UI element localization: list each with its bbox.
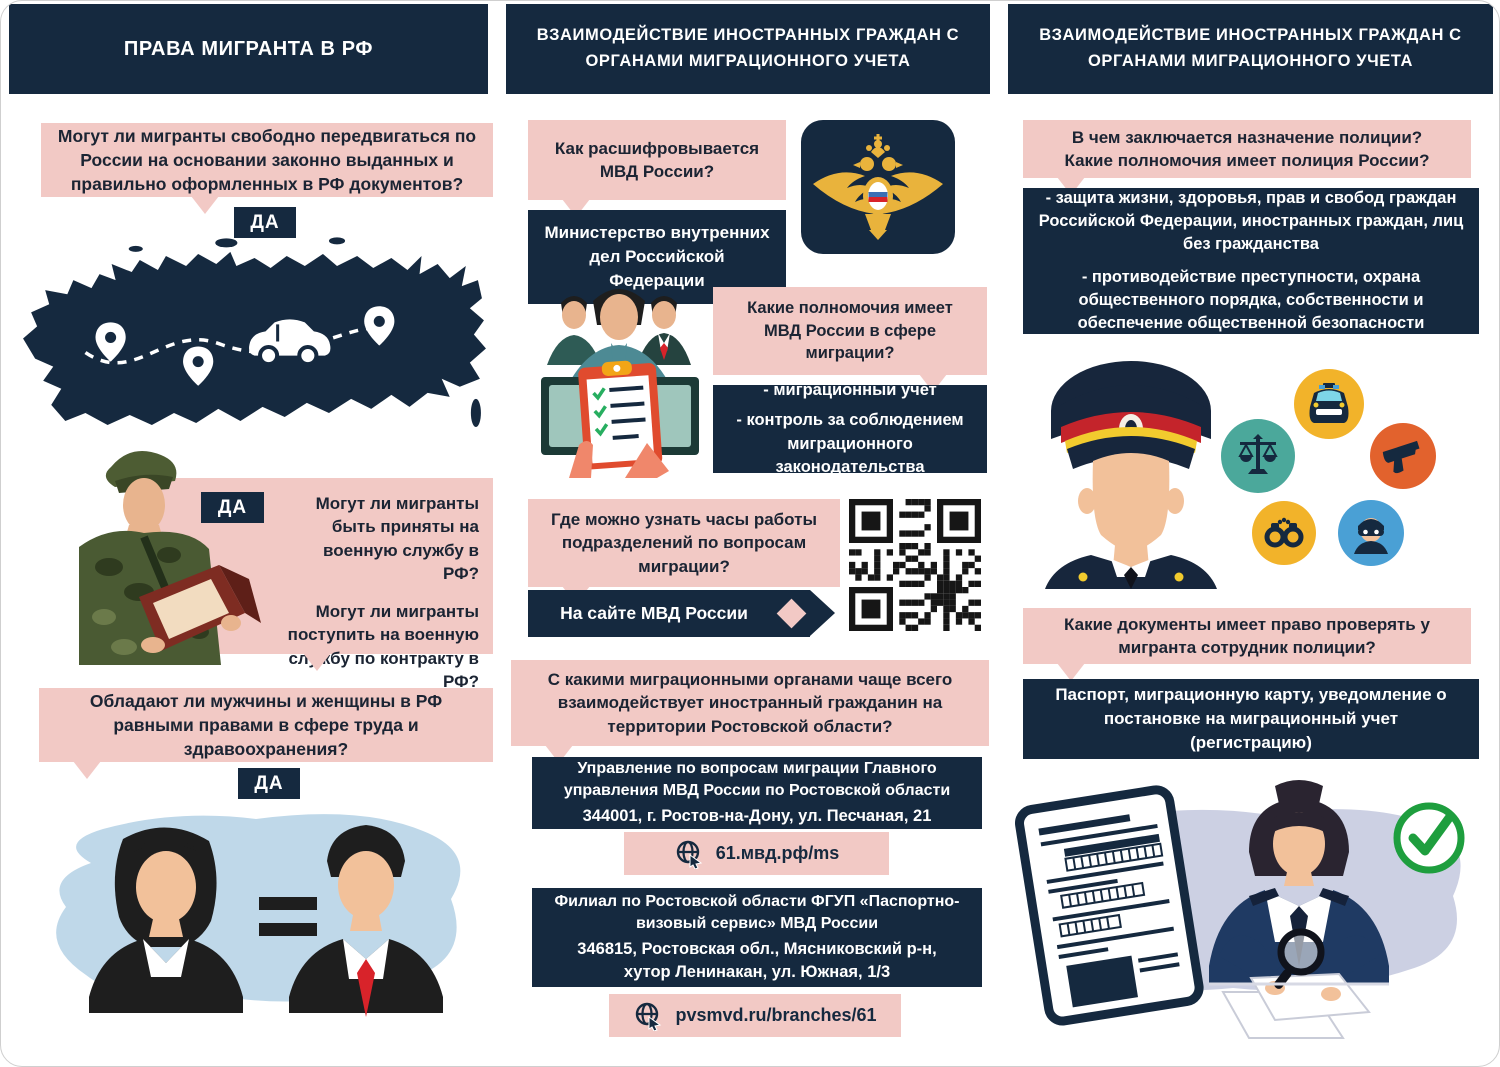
answer-police-item2: - противодействие преступности, охрана общественного порядка, собственности и обеспечение общественной безопасности — [1077, 267, 1425, 332]
handcuffs-icon — [1252, 501, 1316, 565]
mvd-site-link-banner[interactable]: На сайте МВД России — [528, 590, 810, 637]
policeman-icon — [1039, 349, 1224, 589]
left-column-header — [9, 4, 488, 94]
yes-badge-army: ДА — [201, 492, 264, 523]
globe-cursor-icon — [674, 839, 704, 869]
right-column-header — [1008, 4, 1493, 94]
question-mvd-powers: Какие полномочия имеет МВД России в сфере миграции? — [713, 287, 987, 375]
document-inspection-icon — [1013, 756, 1483, 1048]
banner-diamond — [777, 599, 807, 629]
people-clipboard-icon — [529, 273, 711, 478]
document-check-illustration — [1013, 756, 1483, 1048]
answer-powers-item2: - контроль за соблюдением миграционного законодательства — [736, 411, 964, 476]
org1-card — [532, 757, 982, 829]
answer-police-purpose — [1023, 188, 1479, 334]
answer-police-item1: - защита жизни, здоровья, прав и свобод граждан Российской Федерации, иностранных граждан, лиц без гражданства — [1038, 189, 1464, 254]
right-header-title: ВЗАИМОДЕЙСТВИЕ ИНОСТРАННЫХ ГРАЖДАН С ОРГАНАМИ МИГРАЦИОННОГО УЧЕТА — [1039, 26, 1462, 70]
question-work-hours: Где можно узнать часы работы подразделений по вопросам миграции? — [528, 499, 840, 587]
middle-header-title: ВЗАИМОДЕЙСТВИЕ ИНОСТРАННЫХ ГРАЖДАН С ОРГАНАМИ МИГРАЦИОННОГО УЧЕТА — [536, 26, 960, 70]
answer-powers-item1: - миграционный учет — [763, 381, 937, 400]
middle-column-header — [506, 4, 990, 94]
question-police-purpose: В чем заключается назначение полиции? Какие полномочия имеет полиция России? — [1023, 120, 1471, 178]
soldier-illustration — [49, 437, 264, 665]
migration-officers-illustration — [529, 273, 711, 478]
question-equal-rights: Обладают ли мужчины и женщины в РФ равными правами в сфере труда и здравоохранения? — [39, 688, 493, 762]
russia-map-icon — [15, 233, 493, 451]
question-which-bodies: С какими миграционными органами чаще всего взаимодействует иностранный гражданин на территории Ростовской области? — [511, 660, 989, 746]
answer-mvd-abbrev: Министерство внутренних дел Российской Федерации — [528, 210, 786, 304]
answer-documents-check: Паспорт, миграционную карту, уведомление о постановке на миграционный учет (регистрацию) — [1023, 679, 1479, 759]
check-mark-icon — [1397, 806, 1461, 870]
question-army-1: Могут ли мигранты быть приняты на военную службу в РФ? — [315, 494, 479, 584]
police-car-icon — [1294, 369, 1364, 439]
policeman-illustration — [1039, 349, 1224, 589]
globe-cursor-icon — [633, 1001, 663, 1031]
qr-code-icon — [849, 499, 981, 631]
org2-address: 346815, Ростовская обл., Мясниковский р-н, хутор Ленинакан, ул. Южная, 1/3 — [577, 940, 937, 982]
man-woman-equal-icon — [31, 801, 481, 1036]
mvd-eagle-icon — [799, 118, 957, 256]
question-army-2: Могут ли мигранты поступить на военную службу по контракту в РФ? — [287, 601, 479, 692]
yes-badge-equality: ДА — [238, 768, 300, 799]
yes-badge-movement: ДА — [234, 207, 296, 238]
org2-name: Филиал по Ростовской области ФГУП «Паспортно-визовый сервис» МВД России — [554, 892, 960, 932]
org1-name: Управление по вопросам миграции Главного управления МВД России по Ростовской области — [563, 760, 951, 800]
soldier-icon — [49, 437, 264, 665]
burglar-icon — [1338, 500, 1404, 566]
mvd-emblem — [799, 118, 957, 256]
russia-map-illustration — [15, 233, 493, 451]
gun-icon — [1370, 423, 1436, 489]
equals-sign — [259, 897, 317, 910]
question-documents-check: Какие документы имеет право проверять у мигранта сотрудник полиции? — [1023, 608, 1471, 664]
equality-illustration — [31, 801, 481, 1036]
org2-url-chip[interactable]: pvsmvd.ru/branches/61 — [609, 994, 901, 1037]
justice-scales-icon — [1221, 419, 1295, 493]
org2-card — [532, 888, 982, 987]
migration-card-icon — [1018, 788, 1202, 1023]
org1-address: 344001, г. Ростов-на-Дону, ул. Песчаная, 21 — [582, 806, 932, 825]
left-header-title: ПРАВА МИГРАНТА В РФ — [123, 37, 374, 60]
answer-mvd-powers — [713, 381, 987, 476]
question-free-movement: Могут ли мигранты свободно передвигаться по России на основании законно выданных и правильно оформленных в РФ документов? — [41, 123, 493, 197]
org1-url-chip[interactable]: 61.мвд.рф/ms — [624, 832, 889, 875]
question-mvd-abbrev: Как расшифровывается МВД России? — [528, 120, 786, 200]
banner-arrow-tip — [810, 590, 835, 636]
